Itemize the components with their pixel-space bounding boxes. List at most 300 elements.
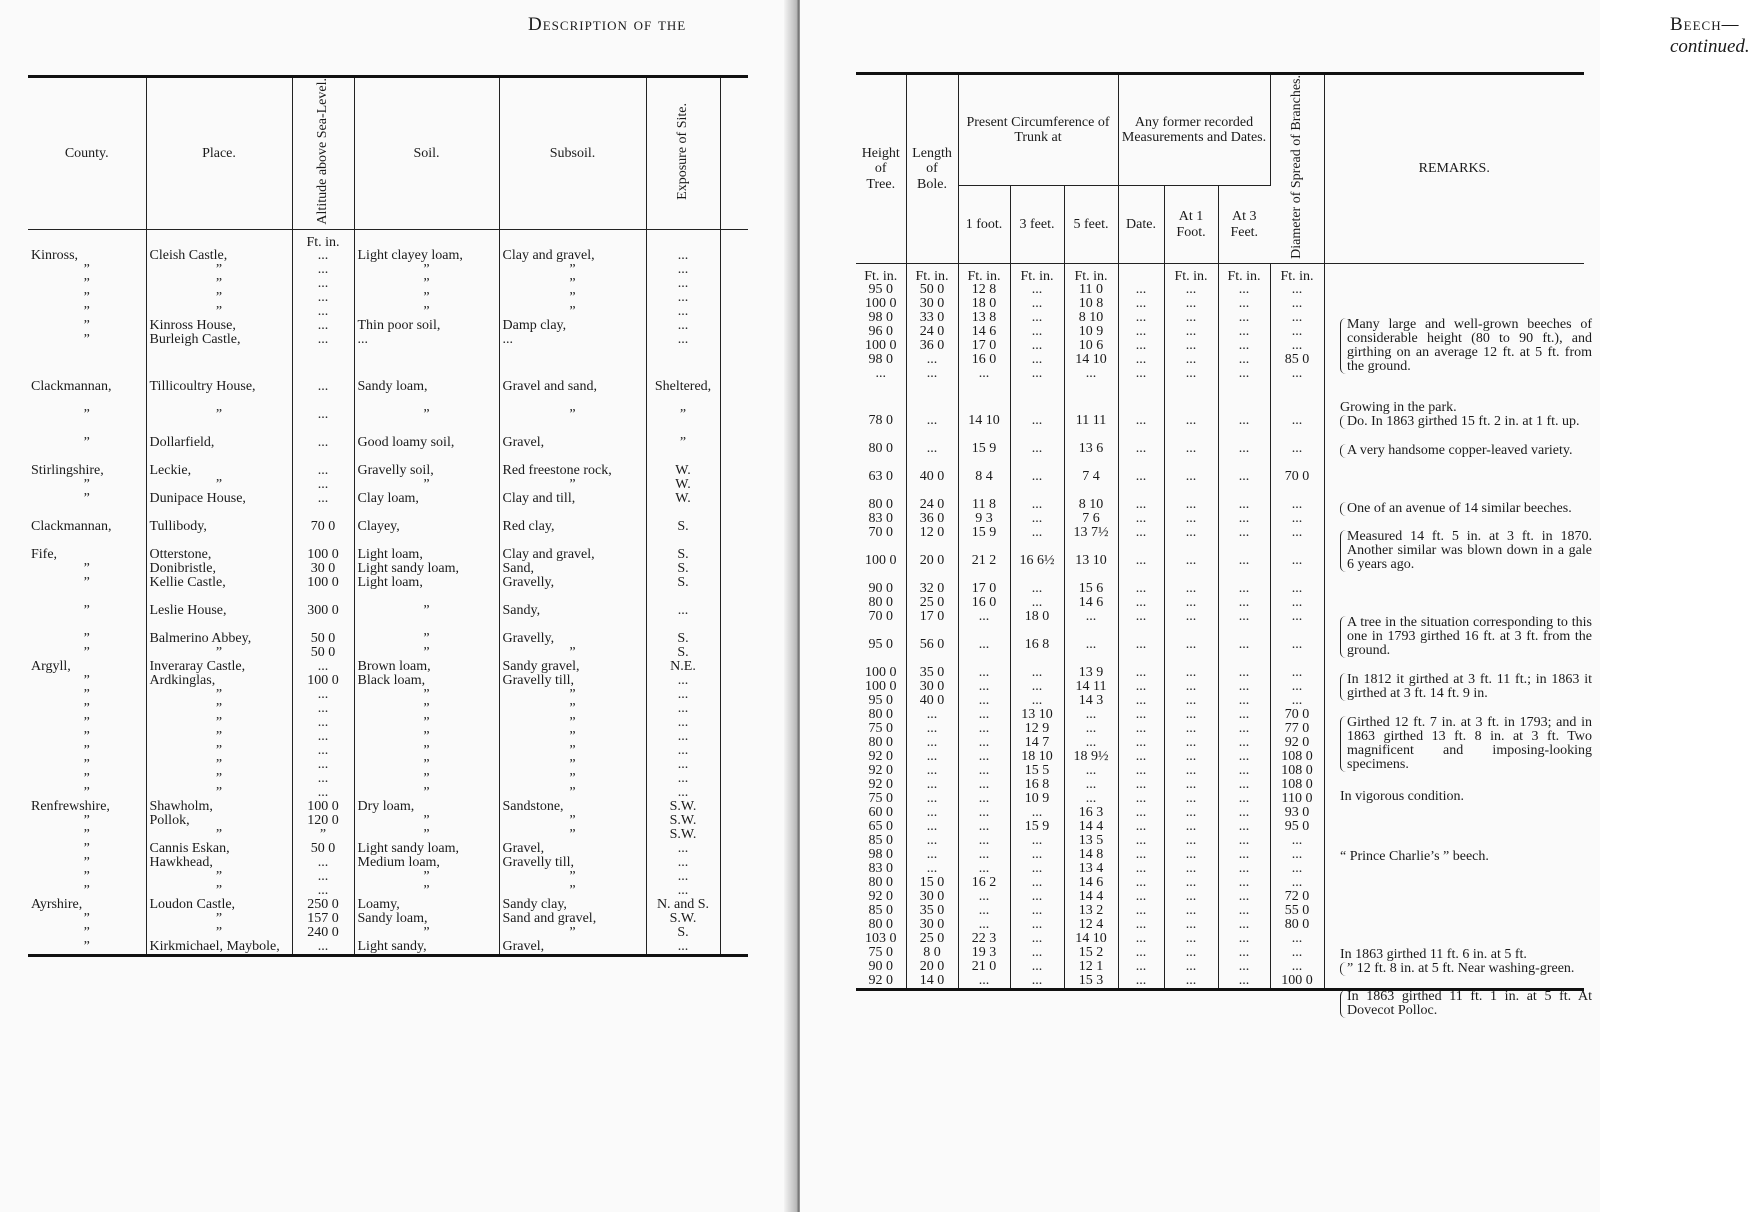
circ-3ft-cell: ... [1010, 694, 1064, 708]
exposure-cell: S. [646, 520, 720, 548]
place-cell: Dunipace House, [146, 492, 292, 520]
units-cell: Ft. in. [906, 264, 958, 284]
county-cell: ” [28, 744, 146, 758]
former-1ft-cell: ... [1164, 596, 1218, 610]
former-1ft-cell: ... [1164, 890, 1218, 904]
spacer-cell [720, 716, 748, 730]
spacer-cell [720, 436, 748, 464]
spacer-cell [720, 249, 748, 263]
circ-5ft-cell: 14 11 [1064, 680, 1118, 694]
circ-3ft-cell: 18 0 [1010, 610, 1064, 638]
table-row [28, 632, 748, 646]
diameter-cell: ... [1270, 283, 1324, 297]
soil-cell: ” [354, 744, 499, 758]
circ-1ft-cell: ... [958, 680, 1010, 694]
altitude-cell: ... [292, 884, 354, 898]
exposure-cell: ” [646, 436, 720, 464]
circ-3ft-cell: ... [1010, 283, 1064, 297]
date-cell: ... [1118, 736, 1164, 750]
diameter-cell: ... [1270, 325, 1324, 339]
circ-3ft-cell: ... [1010, 848, 1064, 862]
circ-5ft-cell: 14 3 [1064, 694, 1118, 708]
circ-1ft-cell: ... [958, 792, 1010, 806]
table-row [28, 926, 748, 940]
former-3ft-cell: ... [1218, 554, 1270, 582]
date-cell: ... [1118, 414, 1164, 442]
col-circumference: Present Circumference of Trunk at [958, 74, 1118, 186]
remark-slot [1324, 820, 1584, 834]
remark-text: In 1863 girthed 11 ft. 6 in. at 5 ft. [1340, 947, 1527, 962]
circ-5ft-cell: 15 6 [1064, 582, 1118, 596]
table-row [28, 464, 748, 478]
remark-slot [1324, 918, 1584, 932]
former-1ft-cell: ... [1164, 708, 1218, 722]
remark-slot [1324, 596, 1584, 610]
spacer-cell [720, 646, 748, 660]
height-cell: 75 0 [856, 722, 906, 736]
county-cell: ” [28, 674, 146, 688]
former-3ft-cell: ... [1218, 498, 1270, 512]
units-cell: Ft. in. [1010, 264, 1064, 284]
circ-5ft-cell: 15 3 [1064, 974, 1118, 990]
circ-5ft-cell: 14 10 [1064, 932, 1118, 946]
spacer-cell [720, 319, 748, 333]
date-cell: ... [1118, 638, 1164, 666]
bole-cell: ... [906, 848, 958, 862]
exposure-cell: ... [646, 305, 720, 319]
soil-cell: Light sandy loam, [354, 562, 499, 576]
spacer-cell [720, 291, 748, 305]
former-3ft-cell: ... [1218, 932, 1270, 946]
soil-cell: ” [354, 305, 499, 319]
diameter-cell: 70 0 [1270, 708, 1324, 722]
table-row [28, 263, 748, 277]
former-1ft-cell: ... [1164, 848, 1218, 862]
diameter-cell: 108 0 [1270, 764, 1324, 778]
former-1ft-cell: ... [1164, 960, 1218, 974]
remark-slot [1324, 904, 1584, 918]
circ-1ft-cell: 17 0 [958, 339, 1010, 353]
county-cell: ” [28, 842, 146, 856]
exposure-cell: ... [646, 688, 720, 702]
former-3ft-cell: ... [1218, 806, 1270, 820]
exposure-cell: S. [646, 576, 720, 604]
soil-cell: ” [354, 828, 499, 842]
soil-cell: Light sandy, [354, 940, 499, 956]
date-cell: ... [1118, 442, 1164, 470]
bole-cell: 56 0 [906, 638, 958, 666]
former-3ft-cell: ... [1218, 974, 1270, 990]
soil-cell: Good loamy soil, [354, 436, 499, 464]
circ-1ft-cell: ... [958, 694, 1010, 708]
circ-1ft-cell: 12 8 [958, 283, 1010, 297]
place-cell: Tullibody, [146, 520, 292, 548]
former-3ft-cell: ... [1218, 283, 1270, 297]
diameter-cell: ... [1270, 582, 1324, 596]
diameter-cell: 85 0 [1270, 353, 1324, 367]
county-cell: ” [28, 408, 146, 436]
county-cell: ” [28, 786, 146, 800]
former-3ft-cell: ... [1218, 414, 1270, 442]
remark-text: One of an avenue of 14 similar beeches. [1340, 502, 1592, 516]
subsoil-cell: Gravel, [499, 940, 646, 956]
subsoil-cell: ” [499, 646, 646, 660]
col-diameter: Diameter of Spread of Branches. [1270, 74, 1324, 264]
table-row [28, 548, 748, 562]
soil-cell: ” [354, 263, 499, 277]
circ-5ft-cell: 11 0 [1064, 283, 1118, 297]
altitude-cell: ... [292, 870, 354, 884]
circ-3ft-cell: ... [1010, 890, 1064, 904]
altitude-cell: 100 0 [292, 674, 354, 688]
exposure-cell: ... [646, 604, 720, 632]
circ-3ft-cell: 16 8 [1010, 638, 1064, 666]
diameter-cell: ... [1270, 876, 1324, 890]
circ-1ft-cell: ... [958, 722, 1010, 736]
subsoil-cell: ” [499, 478, 646, 492]
subsoil-cell: ” [499, 277, 646, 291]
altitude-cell: ... [292, 730, 354, 744]
height-cell: 90 0 [856, 960, 906, 974]
soil-cell: ... [354, 333, 499, 380]
former-1ft-cell: ... [1164, 946, 1218, 960]
bole-cell: 30 0 [906, 297, 958, 311]
circ-1ft-cell: 9 3 [958, 512, 1010, 526]
units-cell: Ft. in. [856, 264, 906, 284]
circ-1ft-cell: 13 8 [958, 311, 1010, 325]
subsoil-cell: ” [499, 758, 646, 772]
subsoil-cell: Gravel and sand, [499, 380, 646, 408]
county-cell: ” [28, 632, 146, 646]
height-cell: 80 0 [856, 918, 906, 932]
altitude-cell: ... [292, 305, 354, 319]
height-cell: ... [856, 367, 906, 414]
height-cell: 65 0 [856, 820, 906, 834]
circ-1ft-cell: 16 0 [958, 353, 1010, 367]
former-1ft-cell: ... [1164, 792, 1218, 806]
circ-3ft-cell: ... [1010, 666, 1064, 680]
altitude-cell: ... [292, 319, 354, 333]
former-3ft-cell: ... [1218, 694, 1270, 708]
date-cell: ... [1118, 918, 1164, 932]
former-1ft-cell: ... [1164, 666, 1218, 680]
height-cell: 83 0 [856, 862, 906, 876]
circ-3ft-cell: ... [1010, 470, 1064, 498]
soil-cell: ” [354, 814, 499, 828]
units-cell [646, 229, 720, 249]
altitude-cell: ... [292, 478, 354, 492]
circ-5ft-cell: 13 2 [1064, 904, 1118, 918]
remark-slot [1324, 582, 1584, 596]
circ-5ft-cell: 13 9 [1064, 666, 1118, 680]
units-cell [499, 229, 646, 249]
exposure-cell: ... [646, 772, 720, 786]
diameter-cell: ... [1270, 666, 1324, 680]
former-3ft-cell: ... [1218, 666, 1270, 680]
circ-5ft-cell: 18 9½ [1064, 750, 1118, 764]
table-row [28, 291, 748, 305]
height-cell: 100 0 [856, 680, 906, 694]
date-cell: ... [1118, 694, 1164, 708]
altitude-cell: 30 0 [292, 562, 354, 576]
remark-text: Many large and well-grown beeches of considerable height (80 to 90 ft.), and girthing on an average 12 ft. at 5 ft. from the ground. [1340, 318, 1592, 374]
bole-cell: 14 0 [906, 974, 958, 990]
place-cell: Cleish Castle, [146, 249, 292, 263]
exposure-cell: ... [646, 716, 720, 730]
circ-5ft-cell: 10 6 [1064, 339, 1118, 353]
diameter-cell: ... [1270, 932, 1324, 946]
bole-cell: ... [906, 792, 958, 806]
diameter-cell: 93 0 [1270, 806, 1324, 820]
place-cell: Otterstone, [146, 548, 292, 562]
place-cell: ” [146, 926, 292, 940]
height-cell: 60 0 [856, 806, 906, 820]
diameter-cell: ... [1270, 834, 1324, 848]
circ-5ft-cell: 14 6 [1064, 596, 1118, 610]
bole-cell: 20 0 [906, 554, 958, 582]
table-row [28, 562, 748, 576]
altitude-cell: ... [292, 716, 354, 730]
table-row [28, 716, 748, 730]
bole-cell: 12 0 [906, 526, 958, 554]
height-cell: 70 0 [856, 526, 906, 554]
circ-5ft-cell: 10 9 [1064, 325, 1118, 339]
circ-3ft-cell: ... [1010, 904, 1064, 918]
circ-3ft-cell: 18 10 [1010, 750, 1064, 764]
circ-5ft-cell: 13 6 [1064, 442, 1118, 470]
bole-cell: ... [906, 750, 958, 764]
place-cell: Leslie House, [146, 604, 292, 632]
place-cell: ” [146, 305, 292, 319]
subsoil-cell: Sandstone, [499, 800, 646, 814]
spacer-cell [720, 744, 748, 758]
spacer-cell [720, 277, 748, 291]
table-row [856, 918, 1584, 932]
soil-cell: ” [354, 884, 499, 898]
circ-3ft-cell: ... [1010, 353, 1064, 367]
former-3ft-cell: ... [1218, 904, 1270, 918]
circ-5ft-cell: 14 10 [1064, 353, 1118, 367]
height-cell: 98 0 [856, 311, 906, 325]
place-cell: Cannis Eskan, [146, 842, 292, 856]
circ-3ft-cell: 16 8 [1010, 778, 1064, 792]
table-row [28, 814, 748, 828]
exposure-cell: S.W. [646, 828, 720, 842]
former-1ft-cell: ... [1164, 876, 1218, 890]
former-1ft-cell: ... [1164, 918, 1218, 932]
exposure-cell: ... [646, 263, 720, 277]
spacer-cell [720, 800, 748, 814]
county-cell: ” [28, 940, 146, 956]
bole-cell: ... [906, 862, 958, 876]
place-cell: ” [146, 870, 292, 884]
subsoil-cell: ” [499, 870, 646, 884]
former-1ft-cell: ... [1164, 722, 1218, 736]
subsoil-cell: Gravelly till, [499, 674, 646, 688]
spacer-cell [720, 632, 748, 646]
diameter-cell: ... [1270, 862, 1324, 876]
soil-cell: Light sandy loam, [354, 842, 499, 856]
table-row [856, 974, 1584, 990]
table-row [28, 305, 748, 319]
place-cell: Balmerino Abbey, [146, 632, 292, 646]
height-cell: 96 0 [856, 325, 906, 339]
running-head-continued: —continued. [1670, 14, 1750, 57]
circ-1ft-cell: ... [958, 820, 1010, 834]
circ-1ft-cell: 19 3 [958, 946, 1010, 960]
county-cell: ” [28, 436, 146, 464]
table-row [28, 319, 748, 333]
exposure-cell: S. [646, 562, 720, 576]
height-cell: 98 0 [856, 848, 906, 862]
exposure-cell: S. [646, 646, 720, 660]
bole-cell: ... [906, 442, 958, 470]
bole-cell: 36 0 [906, 512, 958, 526]
col-circ-1ft: 1 foot. [958, 185, 1010, 263]
place-cell: Shawholm, [146, 800, 292, 814]
circ-3ft-cell: ... [1010, 876, 1064, 890]
col-height: Height of Tree. [856, 74, 906, 264]
remark-slot [1324, 890, 1584, 904]
altitude-cell: 120 0 [292, 814, 354, 828]
circ-1ft-cell: ... [958, 778, 1010, 792]
county-cell: Stirlingshire, [28, 464, 146, 478]
spacer-cell [720, 464, 748, 478]
circ-3ft-cell: ... [1010, 367, 1064, 414]
date-cell: ... [1118, 596, 1164, 610]
altitude-cell: ... [292, 464, 354, 478]
col-bole: Length of Bole. [906, 74, 958, 264]
circ-1ft-cell: ... [958, 610, 1010, 638]
exposure-cell: S. [646, 926, 720, 940]
soil-cell: Loamy, [354, 898, 499, 912]
former-1ft-cell: ... [1164, 283, 1218, 297]
diameter-cell: 108 0 [1270, 750, 1324, 764]
subsoil-cell: ” [499, 772, 646, 786]
table-row [856, 806, 1584, 820]
col-place: Place. [146, 77, 292, 230]
circ-3ft-cell: ... [1010, 498, 1064, 512]
exposure-cell: S.W. [646, 912, 720, 926]
soil-cell: ” [354, 604, 499, 632]
spacer-cell [720, 758, 748, 772]
former-1ft-cell: ... [1164, 297, 1218, 311]
circ-1ft-cell: ... [958, 918, 1010, 932]
former-3ft-cell: ... [1218, 638, 1270, 666]
height-cell: 75 0 [856, 946, 906, 960]
exposure-cell: ... [646, 291, 720, 305]
date-cell: ... [1118, 890, 1164, 904]
former-1ft-cell: ... [1164, 750, 1218, 764]
place-cell: ” [146, 828, 292, 842]
circ-3ft-cell: ... [1010, 512, 1064, 526]
bole-cell: ... [906, 367, 958, 414]
spacer-cell [720, 828, 748, 842]
spacer-cell [720, 940, 748, 956]
place-cell: ” [146, 478, 292, 492]
former-3ft-cell: ... [1218, 512, 1270, 526]
former-3ft-cell: ... [1218, 876, 1270, 890]
former-3ft-cell: ... [1218, 946, 1270, 960]
circ-5ft-cell: 14 4 [1064, 890, 1118, 904]
former-1ft-cell: ... [1164, 610, 1218, 638]
diameter-cell: ... [1270, 596, 1324, 610]
former-1ft-cell: ... [1164, 638, 1218, 666]
soil-cell: Sandy loam, [354, 912, 499, 926]
altitude-cell: ... [292, 688, 354, 702]
county-cell: ” [28, 702, 146, 716]
exposure-cell: ” [646, 408, 720, 436]
height-cell: 98 0 [856, 353, 906, 367]
former-3ft-cell: ... [1218, 890, 1270, 904]
table-row [28, 870, 748, 884]
circ-5ft-cell: ... [1064, 708, 1118, 722]
subsoil-cell: Red clay, [499, 520, 646, 548]
date-cell: ... [1118, 367, 1164, 414]
height-cell: 95 0 [856, 283, 906, 297]
units-cell [354, 229, 499, 249]
table-row [28, 758, 748, 772]
subsoil-cell: ” [499, 814, 646, 828]
circ-5ft-cell: 11 11 [1064, 414, 1118, 442]
units-cell: Ft. in. [1164, 264, 1218, 284]
remark-text: Do. In 1863 girthed 15 ft. 2 in. at 1 ft. up. [1340, 415, 1592, 429]
exposure-cell: ... [646, 758, 720, 772]
soil-cell: Light loam, [354, 576, 499, 604]
date-cell: ... [1118, 610, 1164, 638]
height-cell: 83 0 [856, 512, 906, 526]
height-cell: 75 0 [856, 792, 906, 806]
remark-text: A tree in the situation corresponding to this one in 1793 girthed 16 ft. at 3 ft. from the ground. [1340, 616, 1592, 658]
county-cell: ” [28, 870, 146, 884]
altitude-cell: ... [292, 436, 354, 464]
circ-1ft-cell: 22 3 [958, 932, 1010, 946]
table-row [856, 582, 1584, 596]
place-cell: ” [146, 646, 292, 660]
bole-cell: 35 0 [906, 904, 958, 918]
remark-slot [1324, 862, 1584, 876]
date-cell: ... [1118, 526, 1164, 554]
altitude-cell: ... [292, 660, 354, 674]
county-cell: Clackmannan, [28, 520, 146, 548]
table-row [856, 283, 1584, 297]
bole-cell: ... [906, 806, 958, 820]
former-1ft-cell: ... [1164, 470, 1218, 498]
place-cell: ” [146, 702, 292, 716]
county-cell: ” [28, 828, 146, 842]
bole-cell: ... [906, 820, 958, 834]
bole-cell: ... [906, 414, 958, 442]
col-altitude: Altitude above Sea-Level. [292, 77, 354, 230]
remark-slot [1324, 806, 1584, 820]
exposure-cell: ... [646, 277, 720, 291]
left-running-head: Description of the [528, 14, 687, 35]
subsoil-cell: ” [499, 926, 646, 940]
circ-1ft-cell: ... [958, 764, 1010, 778]
bole-cell: ... [906, 778, 958, 792]
table-row [28, 744, 748, 758]
bole-cell: 8 0 [906, 946, 958, 960]
altitude-cell: ” [292, 828, 354, 842]
bole-cell: 50 0 [906, 283, 958, 297]
height-cell: 100 0 [856, 297, 906, 311]
diameter-cell: 100 0 [1270, 974, 1324, 990]
exposure-cell: ... [646, 249, 720, 263]
circ-1ft-cell: 15 9 [958, 442, 1010, 470]
circ-3ft-cell: ... [1010, 325, 1064, 339]
altitude-cell: 240 0 [292, 926, 354, 940]
date-cell: ... [1118, 512, 1164, 526]
